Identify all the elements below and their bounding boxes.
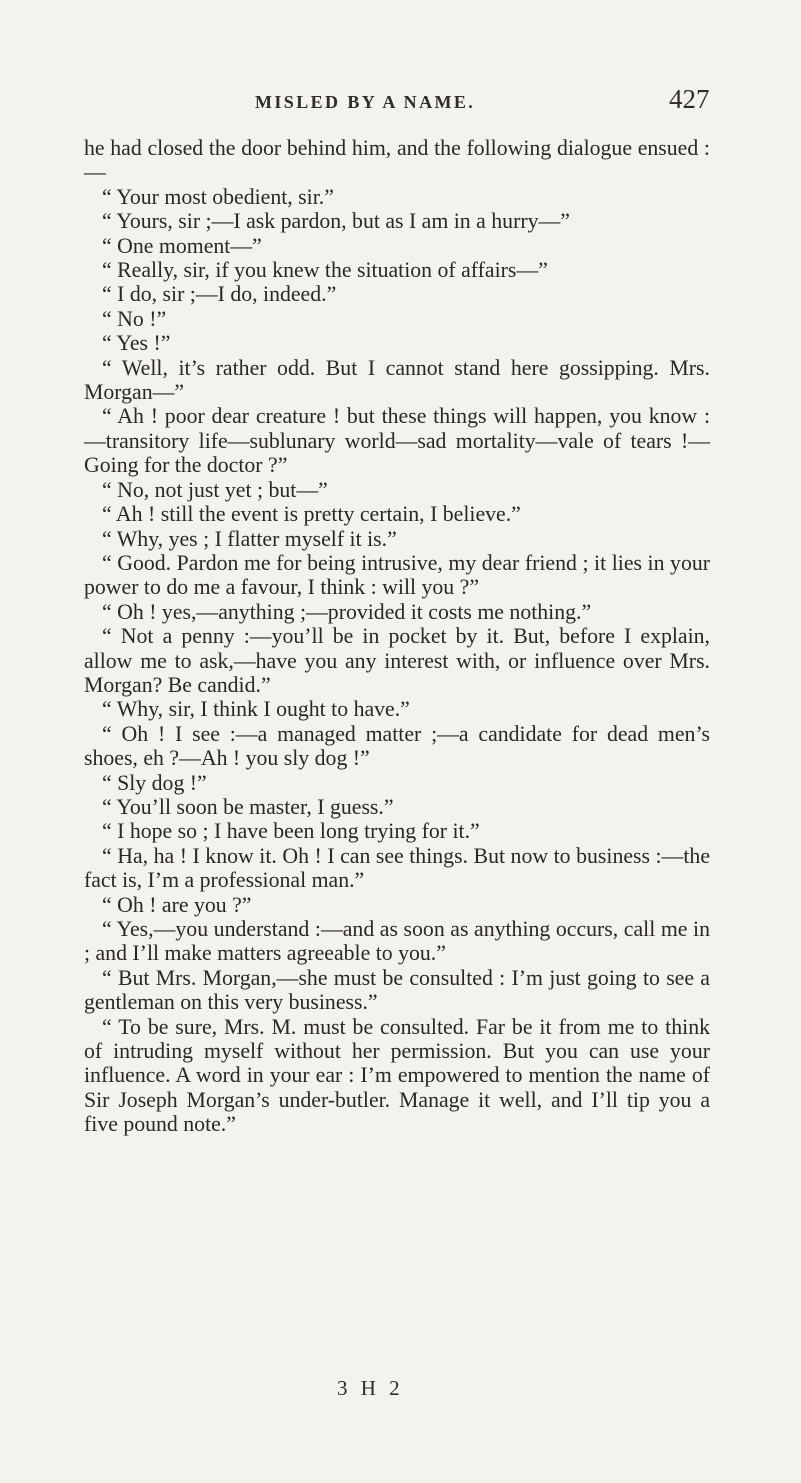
paragraph: “ Your most obedient, sir.” (102, 184, 334, 209)
paragraph: “ Ah ! still the event is pretty certain, I believe.” (102, 502, 521, 527)
paragraph: “ Yours, sir ;—I ask pardon, but as I am in a hurry—” (102, 209, 570, 234)
paragraph: “ One moment—” (102, 233, 262, 258)
paragraph: “ Sly dog !” (102, 770, 207, 795)
paragraph: “ Ah ! poor dear creature ! but these things will happen, you know :—transitory life—sublunary world—sad mortality—vale of tears !—Going for the doctor ?” (84, 404, 710, 478)
paragraph: “ Ha, ha ! I know it. Oh ! I can see things. But now to business :—the fact is, I’m a professional man.” (84, 843, 710, 893)
paragraph: “ To be sure, Mrs. M. must be consulted. Far be it from me to think of intruding myself without her permission. But you can use your influence. A word in your ear : I’m empowered to mention the name of Sir Joseph Morgan’s under-butler. Manage it well, and I’ll tip you a five pound note.” (84, 1014, 710, 1137)
paragraph: “ Oh ! I see :—a managed matter ;—a candidate for dead men’s shoes, eh ?—Ah ! you sly dog !” (84, 721, 710, 771)
paragraph: “ No, not just yet ; but—” (102, 477, 328, 502)
page-header (0, 84, 801, 124)
paragraph: “ Yes !” (102, 331, 171, 356)
paragraph: “ Well, it’s rather odd. But I cannot stand here gossipping. Mrs. Morgan—” (84, 355, 710, 405)
paragraph: “ But Mrs. Morgan,—she must be consulted : I’m just going to see a gentleman on this very business.” (84, 965, 710, 1015)
paragraph: “ Oh ! are you ?” (102, 892, 252, 917)
paragraph: “ You’ll soon be master, I guess.” (102, 794, 394, 819)
paragraph: “ I do, sir ;—I do, indeed.” (102, 282, 337, 307)
paragraph: “ Really, sir, if you knew the situation of affairs—” (102, 258, 548, 283)
paragraph: he had closed the door behind him, and the following dialogue ensued :— (84, 136, 710, 185)
paragraph: “ Good. Pardon me for being intrusive, my dear friend ; it lies in your power to do me a favour, I think : will you ?” (84, 550, 710, 600)
running-head: MISLED BY A NAME. (255, 92, 476, 112)
signature-mark: 3 H 2 (337, 1376, 404, 1400)
paragraph: “ Yes,—you understand :—and as soon as anything occurs, call me in ; and I’ll make matters agreeable to you.” (84, 917, 710, 966)
body-text (84, 136, 710, 1137)
paragraph: “ Why, yes ; I flatter myself it is.” (102, 526, 397, 551)
paragraph: “ Not a penny :—you’ll be in pocket by it. But, before I explain, allow me to ask,—have you any interest with, or influence over Mrs. Morgan? Be candid.” (84, 624, 710, 697)
paragraph: “ No !” (102, 306, 167, 331)
page-number: 427 (669, 84, 710, 114)
paragraph: “ Oh ! yes,—anything ;—provided it costs me nothing.” (102, 599, 592, 624)
paragraph: “ I hope so ; I have been long trying for it.” (102, 819, 480, 844)
paragraph: “ Why, sir, I think I ought to have.” (102, 697, 410, 722)
